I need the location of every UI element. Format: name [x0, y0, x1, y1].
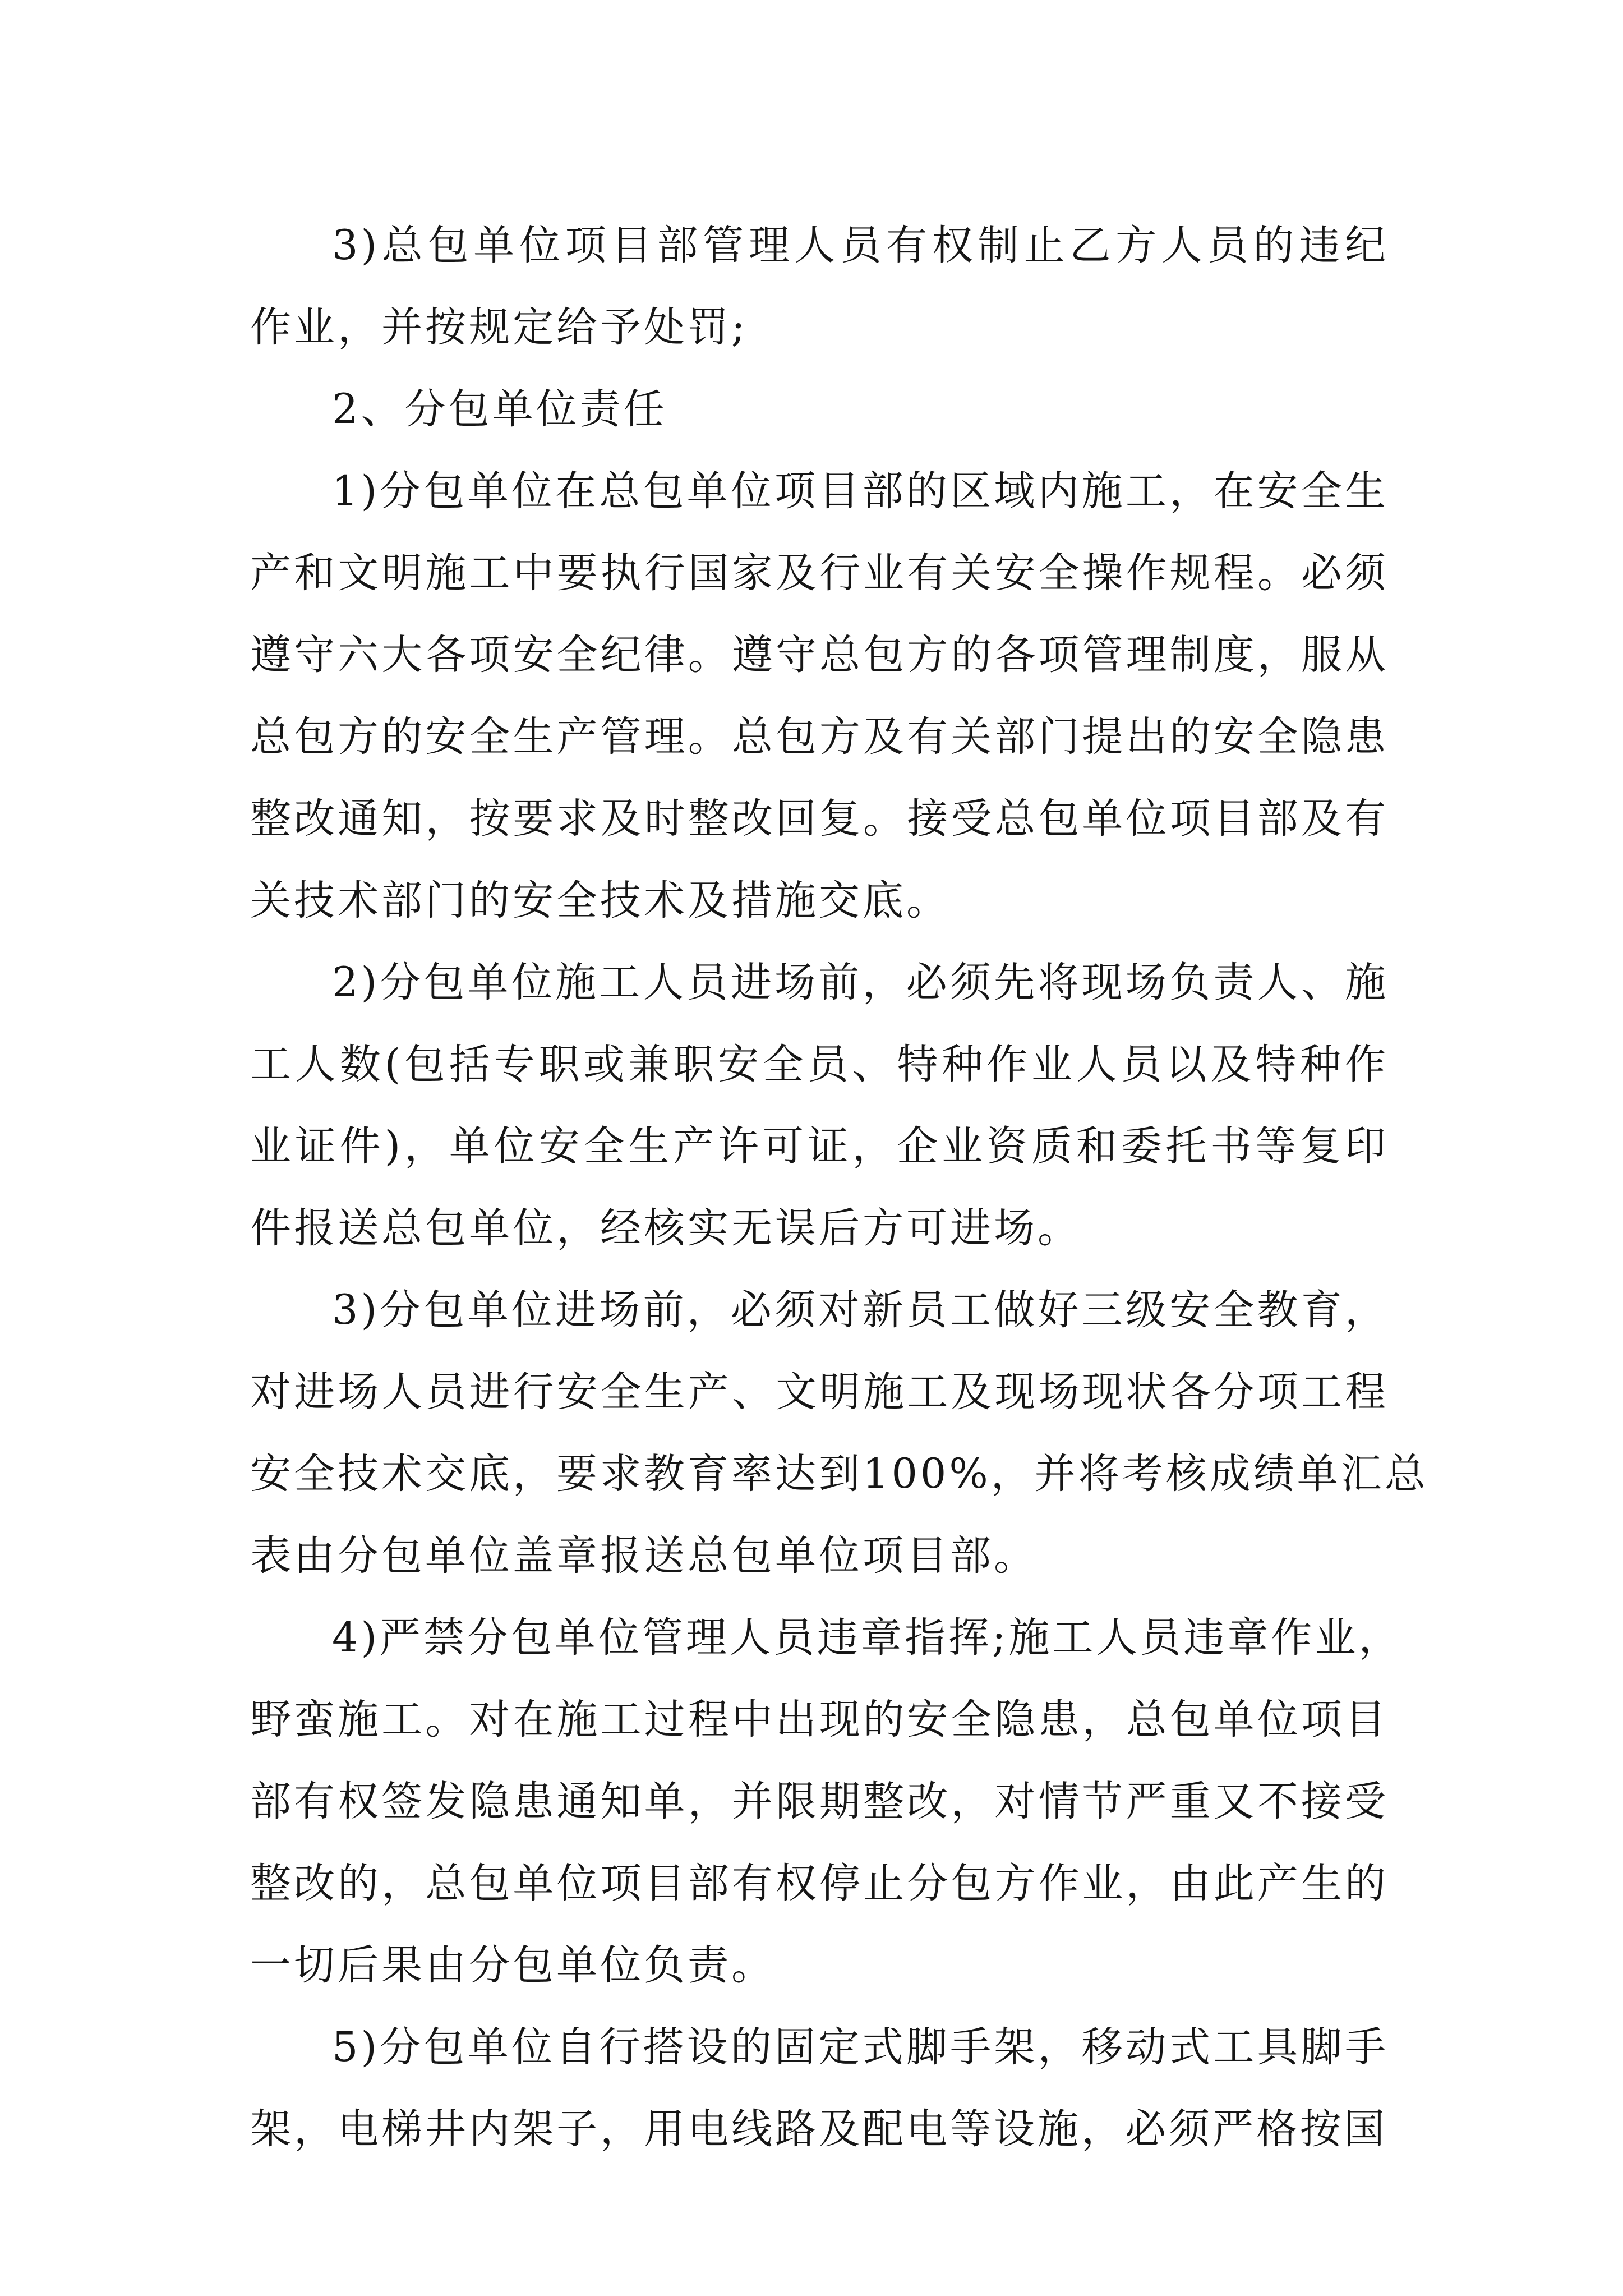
text-line: 产和文明施工中要执行国家及行业有关安全操作规程。必须	[250, 549, 1389, 597]
text-line: 1)分包单位在总包单位项目部的区域内施工，在安全生	[332, 467, 1389, 515]
text-line: 对进场人员进行安全生产、文明施工及现场现状各分项工程	[250, 1368, 1389, 1416]
text-line: 安全技术交底，要求教育率达到100%，并将考核成绩单汇总	[250, 1450, 1428, 1498]
text-line: 野蛮施工。对在施工过程中出现的安全隐患，总包单位项目	[250, 1696, 1389, 1743]
text-line: 总包方的安全生产管理。总包方及有关部门提出的安全隐患	[250, 713, 1389, 761]
text-line: 遵守六大各项安全纪律。遵守总包方的各项管理制度，服从	[250, 631, 1389, 679]
paragraph	[250, 2007, 1389, 2170]
text-line: 3)总包单位项目部管理人员有权制止乙方人员的违纪	[332, 222, 1389, 269]
text-line: 3)分包单位进场前，必须对新员工做好三级安全教育，	[332, 1286, 1389, 1334]
text-line: 架，电梯井内架子，用电线路及配电等设施，必须严格按国	[250, 2105, 1387, 2153]
document-body	[250, 205, 1428, 2170]
text-line: 关技术部门的安全技术及措施交底。	[250, 877, 950, 924]
paragraph	[250, 450, 1389, 942]
paragraph	[250, 1597, 1403, 2007]
paragraph	[250, 205, 1389, 369]
text-line: 4)严禁分包单位管理人员违章指挥;施工人员违章作业，	[332, 1614, 1403, 1662]
paragraph	[250, 1269, 1428, 1597]
text-line: 工人数(包括专职或兼职安全员、特种作业人员以及特种作	[250, 1041, 1389, 1088]
text-line: 一切后果由分包单位负责。	[250, 1941, 775, 1989]
text-line: 部有权签发隐患通知单，并限期整改，对情节严重又不接受	[250, 1778, 1389, 1825]
text-line: 5)分包单位自行搭设的固定式脚手架，移动式工具脚手	[332, 2023, 1389, 2071]
text-line: 件报送总包单位，经核实无误后方可进场。	[250, 1204, 1081, 1252]
text-line: 整改的，总包单位项目部有权停止分包方作业，由此产生的	[250, 1860, 1389, 1907]
text-line: 整改通知，按要求及时整改回复。接受总包单位项目部及有	[250, 795, 1389, 843]
paragraph	[250, 369, 1389, 450]
text-line: 业证件)，单位安全生产许可证，企业资质和委托书等复印	[250, 1122, 1389, 1170]
text-line: 2、分包单位责任	[332, 385, 667, 433]
paragraph	[250, 942, 1389, 1269]
text-line: 表由分包单位盖章报送总包单位项目部。	[250, 1532, 1038, 1580]
text-line: 作业，并按规定给予处罚;	[250, 303, 748, 351]
text-line: 2)分包单位施工人员进场前，必须先将现场负责人、施	[332, 959, 1389, 1006]
